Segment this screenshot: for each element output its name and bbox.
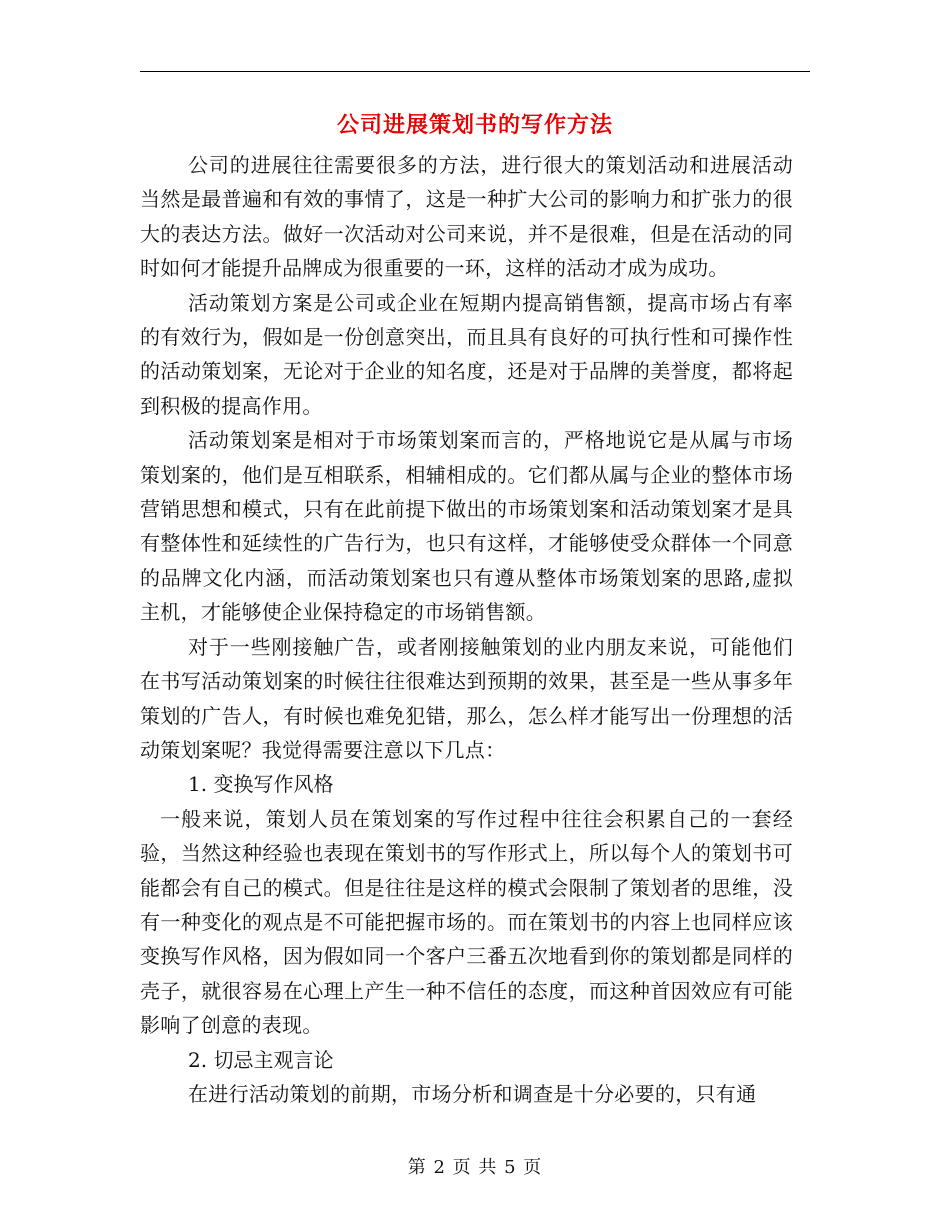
paragraph-3: 活动策划案是相对于市场策划案而言的，严格地说它是从属与市场策划案的，他们是互相联系，相辅相成的。它们都从属与企业的整体市场营销思想和模式，只有在此前提下做出的市场策划案和活动策划案才是具有整体性和延续性的广告行为，也只有这样，才能够使受众群体一个同意的品牌文化内涵，而活动策划案也只有遵从整体市场策划案的思路,虚拟主机，才能够使企业保持稳定的市场销售额。 [140, 428, 793, 625]
section-heading-2: 2. 切忌主观言论 [188, 1047, 334, 1072]
document-body [140, 148, 793, 1111]
paragraph-1: 公司的进展往往需要很多的方法，进行很大的策划活动和进展活动当然是最普遍和有效的事情了，这是一种扩大公司的影响力和扩张力的很大的表达方法。做好一次活动对公司来说，并不是很难，但是在活动的同时如何才能提升品牌成为很重要的一环，这样的活动才成为成功。 [140, 153, 793, 281]
paragraph-6: 在进行活动策划的前期，市场分析和调查是十分必要的，只有通 [188, 1081, 757, 1106]
header-rule [140, 71, 810, 72]
section-heading-1: 1. 变换写作风格 [188, 772, 334, 797]
paragraph-5: 一般来说，策划人员在策划案的写作过程中往往会积累自己的一套经验，当然这种经验也表现在策划书的写作形式上，所以每个人的策划书可能都会有自己的模式。但是往往是这样的模式会限制了策划者的思维，没有一种变化的观点是不可能把握市场的。而在策划书的内容上也同样应该变换写作风格，因为假如同一个客户三番五次地看到你的策划都是同样的壳子，就很容易在心理上产生一种不信任的态度，而这种首因效应有可能影响了创意的表现。 [140, 806, 793, 1038]
paragraph-2: 活动策划方案是公司或企业在短期内提高销售额，提高市场占有率的有效行为，假如是一份创意突出，而且具有良好的可执行性和可操作性的活动策划案，无论对于企业的知名度，还是对于品牌的美誉度，都将起到积极的提高作用。 [140, 290, 793, 418]
document-title: 公司进展策划书的写作方法 [336, 113, 613, 138]
paragraph-4: 对于一些刚接触广告，或者刚接触策划的业内朋友来说，可能他们在书写活动策划案的时候往往很难达到预期的效果，甚至是一些从事多年策划的广告人，有时候也难免犯错，那么，怎么样才能写出一份理想的活动策划案呢？我觉得需要注意以下几点： [140, 634, 793, 762]
page-number-footer: 第 2 页 共 5 页 [407, 1157, 543, 1178]
